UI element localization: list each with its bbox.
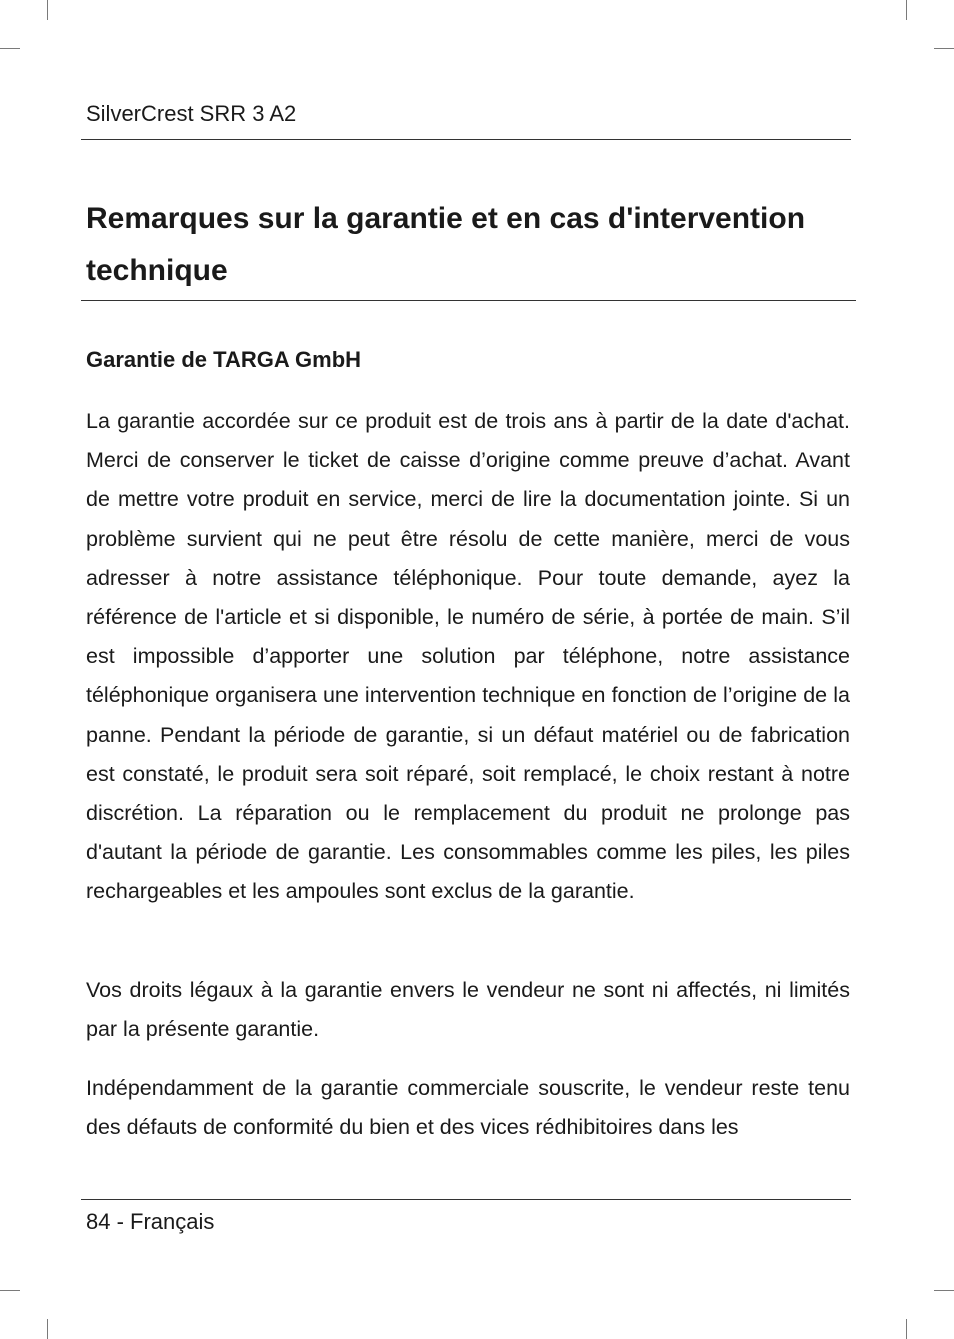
crop-mark: [47, 0, 48, 20]
section-heading: Garantie de TARGA GmbH: [86, 347, 362, 372]
title-divider: [81, 300, 856, 301]
page-title: Remarques sur la garantie et en cas d'intervention technique: [86, 202, 806, 287]
crop-mark: [906, 1319, 907, 1339]
crop-mark: [0, 48, 20, 49]
page-footer: 84 - Français: [86, 1209, 215, 1234]
crop-mark: [934, 1290, 954, 1291]
body-paragraph: La garantie accordée sur ce produit est de trois ans à partir de la date d'achat. Merci de conserver le ticket de caisse d’origine comme preuve d’achat. Avant de mettre votre produit en service, merci de lire la documentation jointe. Si un problème survient qui ne peut être résolu de cette manière, merci de vous adresser à notre assistance téléphonique. Pour toute demande, ayez la référence de l'article et si disponible, le numéro de série, à portée de main. S’il est impossible d’apporter une solution par téléphone, notre assistance téléphonique organisera une intervention technique en fonction de l’origine de la panne. Pendant la période de garantie, si un défaut matériel ou de fabrication est constaté, le produit sera soit réparé, soit remplacé, le choix restant à notre discrétion. La réparation ou le remplacement du produit ne prolonge pas d'autant la période de garantie. Les consommables comme les piles, les piles rechargeables et les ampoules sont exclus de la garantie.: [86, 409, 850, 904]
crop-mark: [0, 1290, 20, 1291]
crop-mark: [47, 1319, 48, 1339]
running-header: SilverCrest SRR 3 A2: [86, 101, 297, 126]
body-paragraph: Indépendamment de la garantie commerciale souscrite, le vendeur reste tenu des défauts de conformité du bien et des vices rédhibitoires dans les: [86, 1076, 850, 1140]
body-paragraph: Vos droits légaux à la garantie envers le vendeur ne sont ni affectés, ni limités par la présente garantie.: [86, 978, 850, 1042]
header-divider: [81, 139, 851, 140]
crop-mark: [906, 0, 907, 20]
crop-mark: [934, 48, 954, 49]
footer-divider: [81, 1199, 851, 1200]
